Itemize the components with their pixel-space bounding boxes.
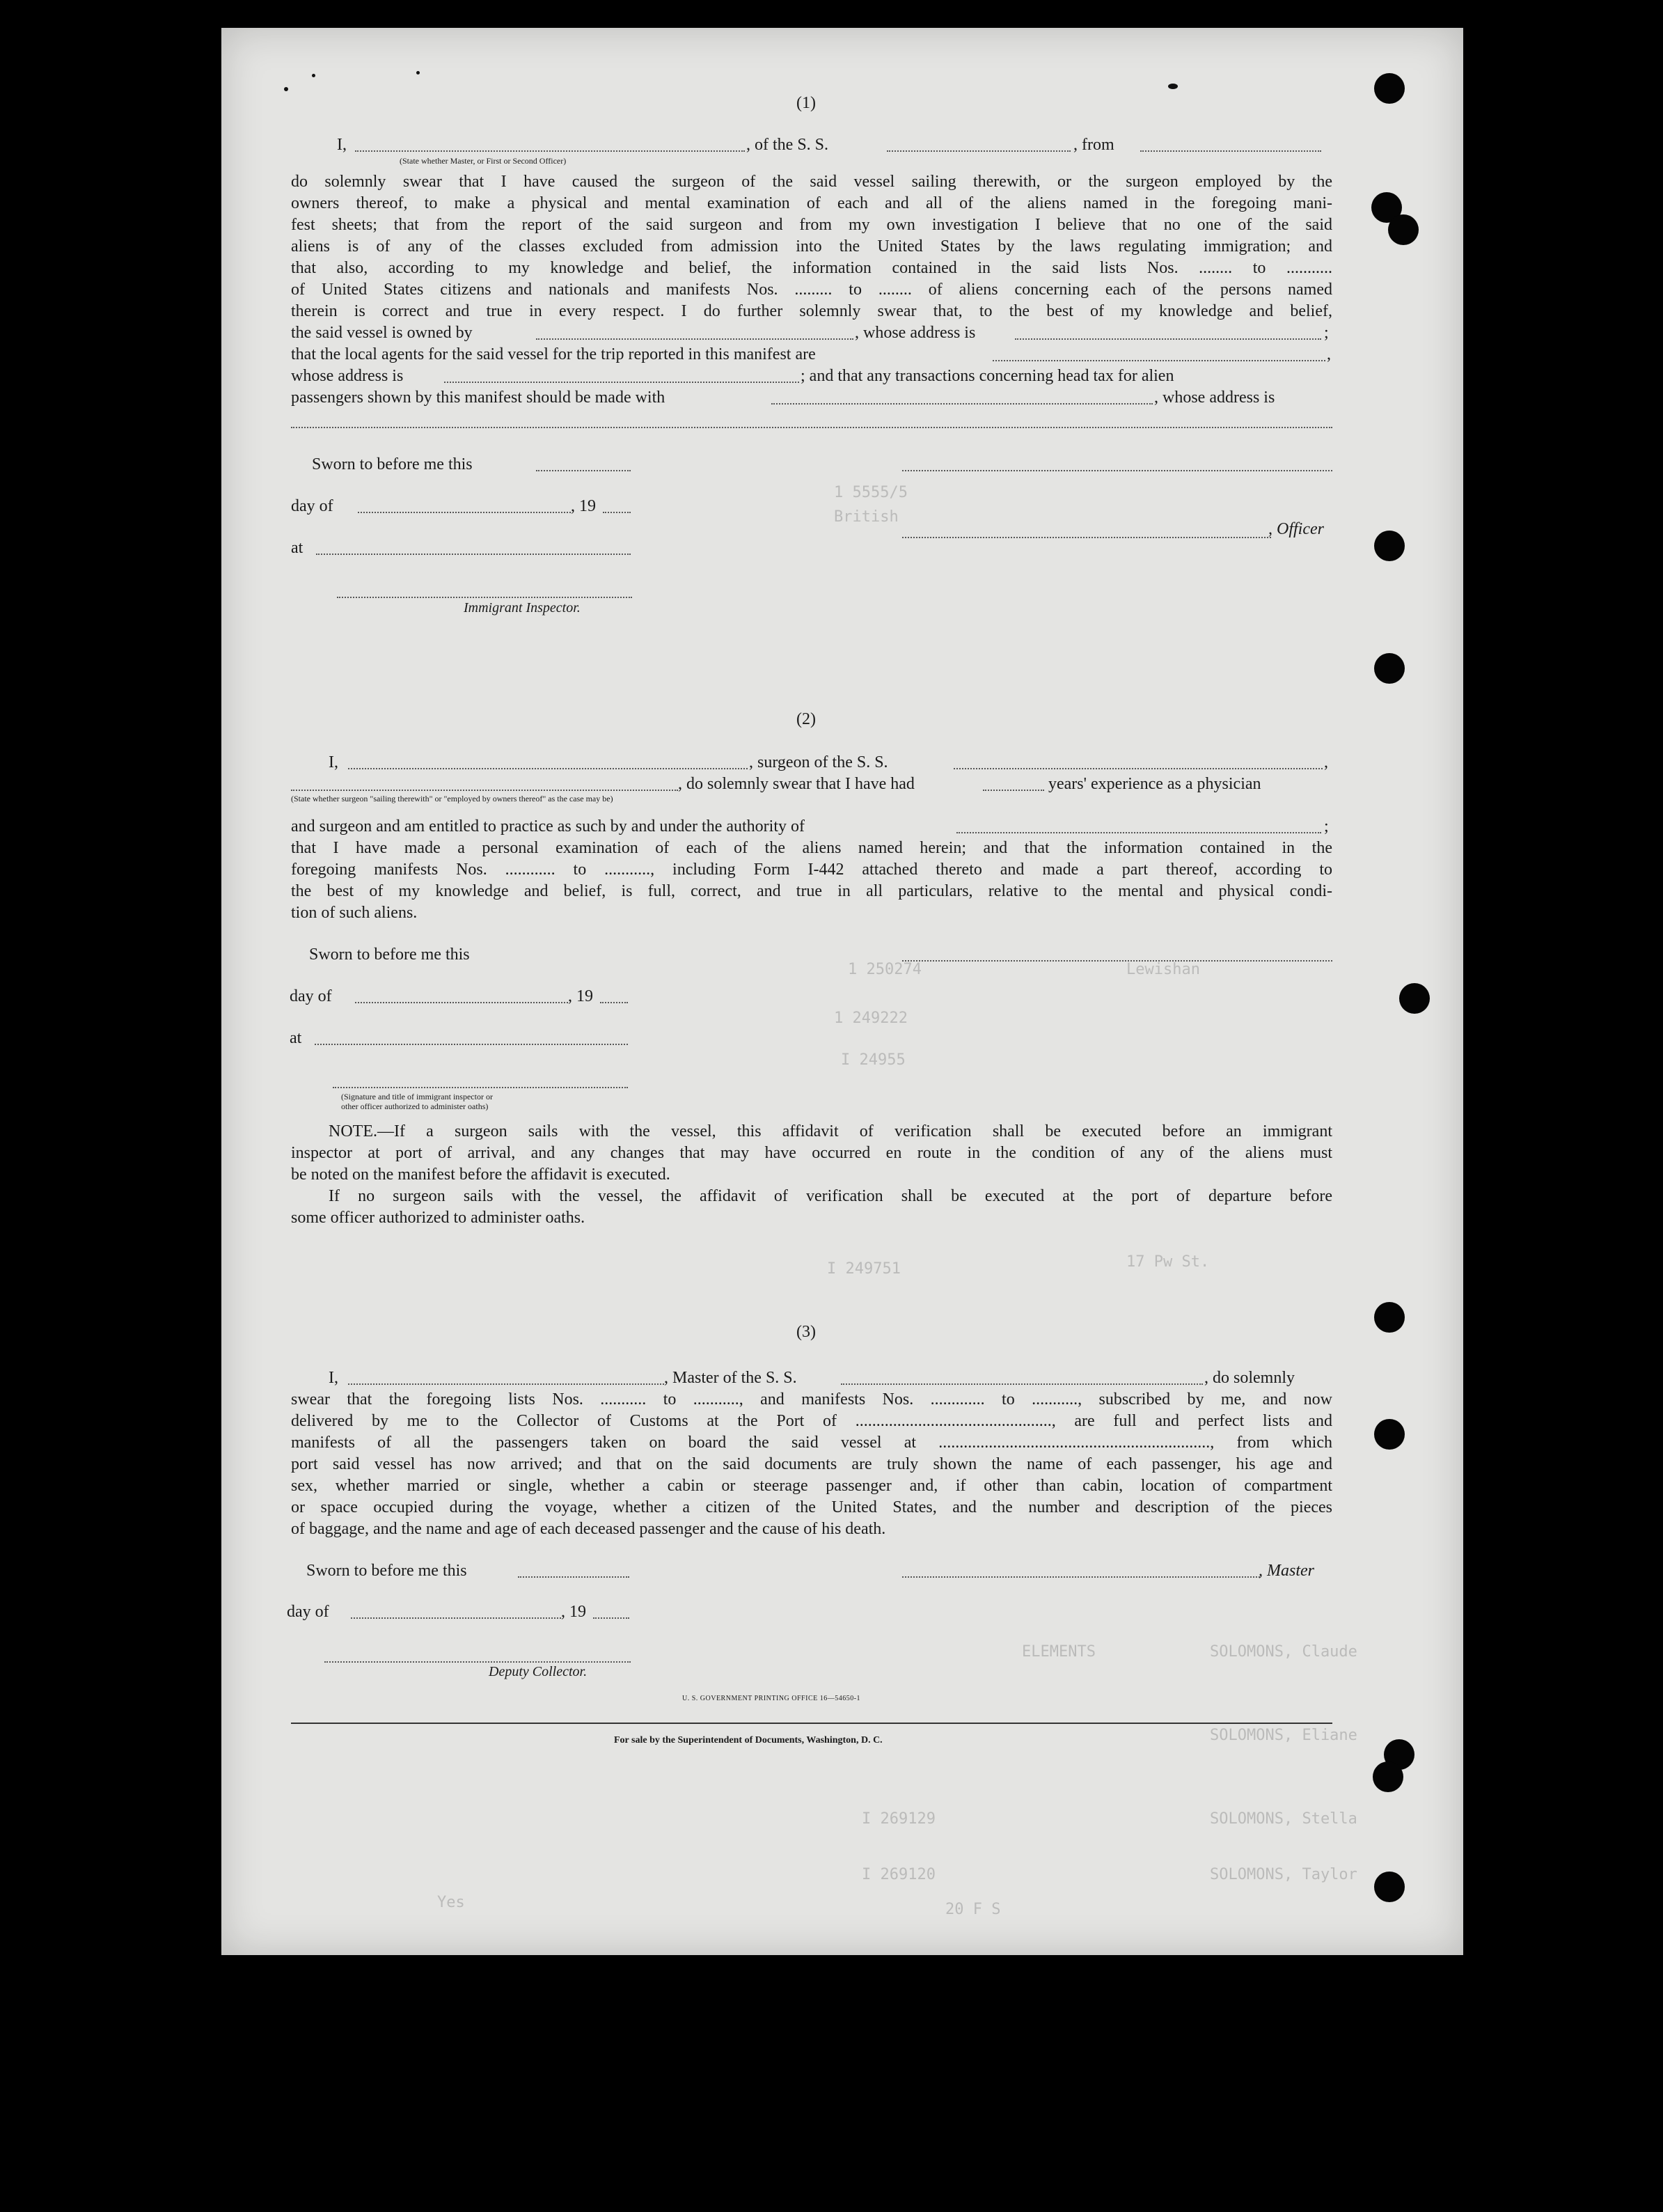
note2-line: If no surgeon sails with the vessel, the affidavit of verification shall be executed at the port of departure before: [329, 1187, 1332, 1205]
master-of-label: , Master of the S. S.: [664, 1369, 797, 1387]
sworn-label-2: Sworn to before me this: [309, 946, 470, 964]
punch-hole: [1374, 1419, 1405, 1450]
year-label-3: , 19: [561, 1603, 586, 1621]
years-label: years' experience as a physician: [1048, 775, 1261, 793]
section-1-line: owners thereof, to make a physical and mental examination of each and all of the aliens named in the foregoing mani-: [291, 194, 1332, 212]
section-2-line: foregoing manifests Nos. ............ to ..........., including Form I-442 attached thereto and made a part thereof, according to: [291, 861, 1332, 879]
do-solemnly-label: , do solemnly: [1204, 1369, 1295, 1387]
head-tax-address-label: , whose address is: [1154, 389, 1275, 407]
master-label: , Master: [1259, 1562, 1314, 1580]
section-1-from: , from: [1073, 136, 1114, 154]
section-3-line: or space occupied during the voyage, whether a citizen of the United States, and the number and description of the pieces: [291, 1498, 1332, 1516]
section-3-line: delivered by me to the Collector of Customs at the Port of ..............................................., are full and perfect lists and: [291, 1412, 1332, 1430]
day-of-label-2: day of: [290, 987, 332, 1005]
section-2-i-label: I,: [329, 753, 338, 771]
manifest-page: 1 5555/5 British 1 250274 1 249222 I 24955 Lewishan 17 Pw St. I 249751 ELEMENTS SOLOMONS, Claude SOLOMONS, Eliane SOLOMONS, Stella SOLOMONS, Taylor I 269129 I 269120 20 F S Yes (1) I, , of the S. S. , from (State whether Master, or First or Second Officer) do solemnly swear that I have caused the surgeon of the said vessel sailing therewith, or the surgeon employed by the owners thereof, to make a physical and mental examination of each and all of the aliens named in the foregoing mani- fest sheets; that from the report of the said surgeon and from my own investigation I believe that no one of the said aliens is of any of the classes excluded from admission into the United States by the laws regulating immigration; and that also, according to my knowledge and belief, the information contained in the said lists Nos. ........ to ........... of United States citizens and nationals and manifests Nos. ......... to ........ of aliens concerning each of the persons named therein is correct and true in every respect. I do further solemnly swear that, to the best of my knowledge and belief, the said vessel is owned by , whose address is ; that the local agents for the said vessel for the trip reported in this manifest are , whose address is ; and that any transactions concerning head tax for alien passengers shown by this manifest should be made with , whose address is Sworn to before me this day of , 19 , Officer at Immigrant Inspector. (2) I, , surgeon of the S. S. , , do solemnly swear that I have had years' experience as a physician (State whether surgeon "sailing therewith" or "employed by owners thereof" as the case may be) and surgeon and am entitled to practice as such by and under the authority of ; that I have made a personal examination of each of the aliens named herein; and that the information contained in the foregoing manifests Nos. ............ to ..........., including Form I-442 attached thereto and made a part thereof, according to the best of my knowledge and belief, is full, correct, and true in all particulars, relative to the mental and physical condi- tion of such aliens. Sworn to before me this day of , 19 at (Signature and title of immigrant inspector or other officer authorized to administer oaths) NOTE.—If a surgeon sails with the vessel, this affidavit of verification shall be executed before an immigrant inspector at port of arrival, and any changes that may have occurred en route in the condition of any of the aliens must be noted on the manifest before the affidavit is executed. If no surgeon sails with the vessel, the affidavit of verification shall be executed at the port of departure before some officer authorized to administer oaths. (3) I, , Master of the S. S. , do solemnly swear that the foregoing lists Nos. ........... to ..........., and manifests Nos. ............. to ..........., subscribed by me, and now delivered by me to the Collector of Customs at the Port of ..............................................., are full and perfect lists and manifests of all the passengers taken on board the said vessel at ................................................................., from which port said vessel has now arrived; and that on the said documents are truly shown the name of each passenger, his age and sex, whether married or single, whether a cabin or steerage passenger and, if other than cabin, location of compartment or space occupied during the voyage, whether a citizen of the United States, and the number and description of the pieces of baggage, and the name and age of each deceased passenger and the cause of his death. Sworn to before me this , Master day of , 19 Deputy Collector. U. S. GOVERNMENT PRINTING OFFICE 16—54650-1 For sale by the Superintendent of Documents, Washington, D. C.: [221, 28, 1463, 1955]
day-of-label-3: day of: [287, 1603, 329, 1621]
section-1-of-ss: , of the S. S.: [746, 136, 829, 154]
owned-by-label: the said vessel is owned by: [291, 324, 473, 342]
section-1-number: (1): [796, 94, 816, 112]
note-line: NOTE.—If a surgeon sails with the vessel, this affidavit of verification shall be executed before an immigrant: [329, 1122, 1332, 1140]
section-2-number: (2): [796, 710, 816, 728]
section-1-line: that also, according to my knowledge and belief, the information contained in the said lists Nos. ........ to ...........: [291, 259, 1332, 277]
officer-label: , Officer: [1268, 520, 1324, 538]
section-2-caption: (State whether surgeon "sailing therewith" or "employed by owners thereof" as the case may be): [291, 794, 613, 803]
punch-hole: [1374, 1872, 1405, 1902]
section-3-number: (3): [796, 1323, 816, 1341]
note2-last-line: some officer authorized to administer oaths.: [291, 1209, 585, 1227]
authority-label: and surgeon and am entitled to practice as such by and under the authority of: [291, 817, 805, 836]
section-1-line: therein is correct and true in every respect. I do further solemnly swear that, to the best of my knowledge and belief,: [291, 302, 1332, 320]
section-3-line: port said vessel has now arrived; and that on the said documents are truly shown the name of each passenger, his age and: [291, 1455, 1332, 1473]
section-3-line: sex, whether married or single, whether a cabin or steerage passenger and, if other than cabin, location of compartment: [291, 1477, 1332, 1495]
punch-hole: [1374, 73, 1405, 104]
sig-caption-1: (Signature and title of immigrant inspector or: [341, 1092, 493, 1101]
section-1-line: fest sheets; that from the report of the said surgeon and from my own investigation I believe that no one of the said: [291, 216, 1332, 234]
note-last-line: be noted on the manifest before the affidavit is executed.: [291, 1166, 670, 1184]
section-3-last-line: of baggage, and the name and age of each deceased passenger and the cause of his death.: [291, 1520, 886, 1538]
printing-office-imprint: U. S. GOVERNMENT PRINTING OFFICE 16—54650-1: [682, 1695, 861, 1702]
section-3-line: swear that the foregoing lists Nos. ........... to ..........., and manifests Nos. ............. to ..........., subscribed by me, and now: [291, 1390, 1332, 1409]
section-1-line: aliens is of any of the classes excluded from admission into the United States by the laws regulating immigration; and: [291, 237, 1332, 256]
at-label-1: at: [291, 539, 304, 557]
day-of-label-1: day of: [291, 497, 333, 515]
punch-hole: [1374, 1302, 1405, 1333]
sworn-label-3: Sworn to before me this: [306, 1562, 467, 1580]
at-label-2: at: [290, 1029, 302, 1047]
section-3-i-label: I,: [329, 1369, 338, 1387]
sig-caption-2: other officer authorized to administer oaths): [341, 1101, 489, 1111]
swear-label: , do solemnly swear that I have had: [678, 775, 915, 793]
agents-label: that the local agents for the said vessel for the trip reported in this manifest are: [291, 345, 816, 363]
year-label-1: , 19: [571, 497, 596, 515]
deputy-collector-label: Deputy Collector.: [489, 1664, 588, 1679]
section-2-line: that I have made a personal examination of each of the aliens named herein; and that the information contained in the: [291, 839, 1332, 857]
note-line: inspector at port of arrival, and any changes that may have occurred en route in the condition of any of the aliens must: [291, 1144, 1332, 1162]
punch-hole: [1373, 1762, 1403, 1792]
section-1-i-label: I,: [337, 136, 347, 154]
section-1-line: of United States citizens and nationals and manifests Nos. ......... to ........ of aliens concerning each of the persons named: [291, 281, 1332, 299]
punch-hole: [1374, 531, 1405, 561]
punch-hole: [1374, 653, 1405, 684]
section-1-caption: (State whether Master, or First or Second Officer): [400, 156, 567, 166]
section-2-last-line: tion of such aliens.: [291, 904, 418, 922]
head-tax-label: ; and that any transactions concerning head tax for alien: [801, 367, 1174, 385]
passengers-label: passengers shown by this manifest should be made with: [291, 389, 665, 407]
inspector-label-1: Immigrant Inspector.: [464, 600, 581, 615]
sale-notice: For sale by the Superintendent of Documents, Washington, D. C.: [614, 1735, 883, 1746]
punch-hole: [1388, 214, 1419, 245]
section-3-line: manifests of all the passengers taken on board the said vessel at ................................................................., from which: [291, 1434, 1332, 1452]
surgeon-of-label: , surgeon of the S. S.: [749, 753, 888, 771]
sworn-label-1: Sworn to before me this: [312, 455, 473, 473]
section-1-line: do solemnly swear that I have caused the surgeon of the said vessel sailing therewith, or the surgeon employed by the: [291, 173, 1332, 191]
owner-address-label: , whose address is: [855, 324, 976, 342]
year-label-2: , 19: [568, 987, 593, 1005]
agents-address-label: whose address is: [291, 367, 404, 385]
section-2-line: the best of my knowledge and belief, is full, correct, and true in all particulars, relative to the mental and physical condi-: [291, 882, 1332, 900]
punch-hole: [1399, 983, 1430, 1014]
